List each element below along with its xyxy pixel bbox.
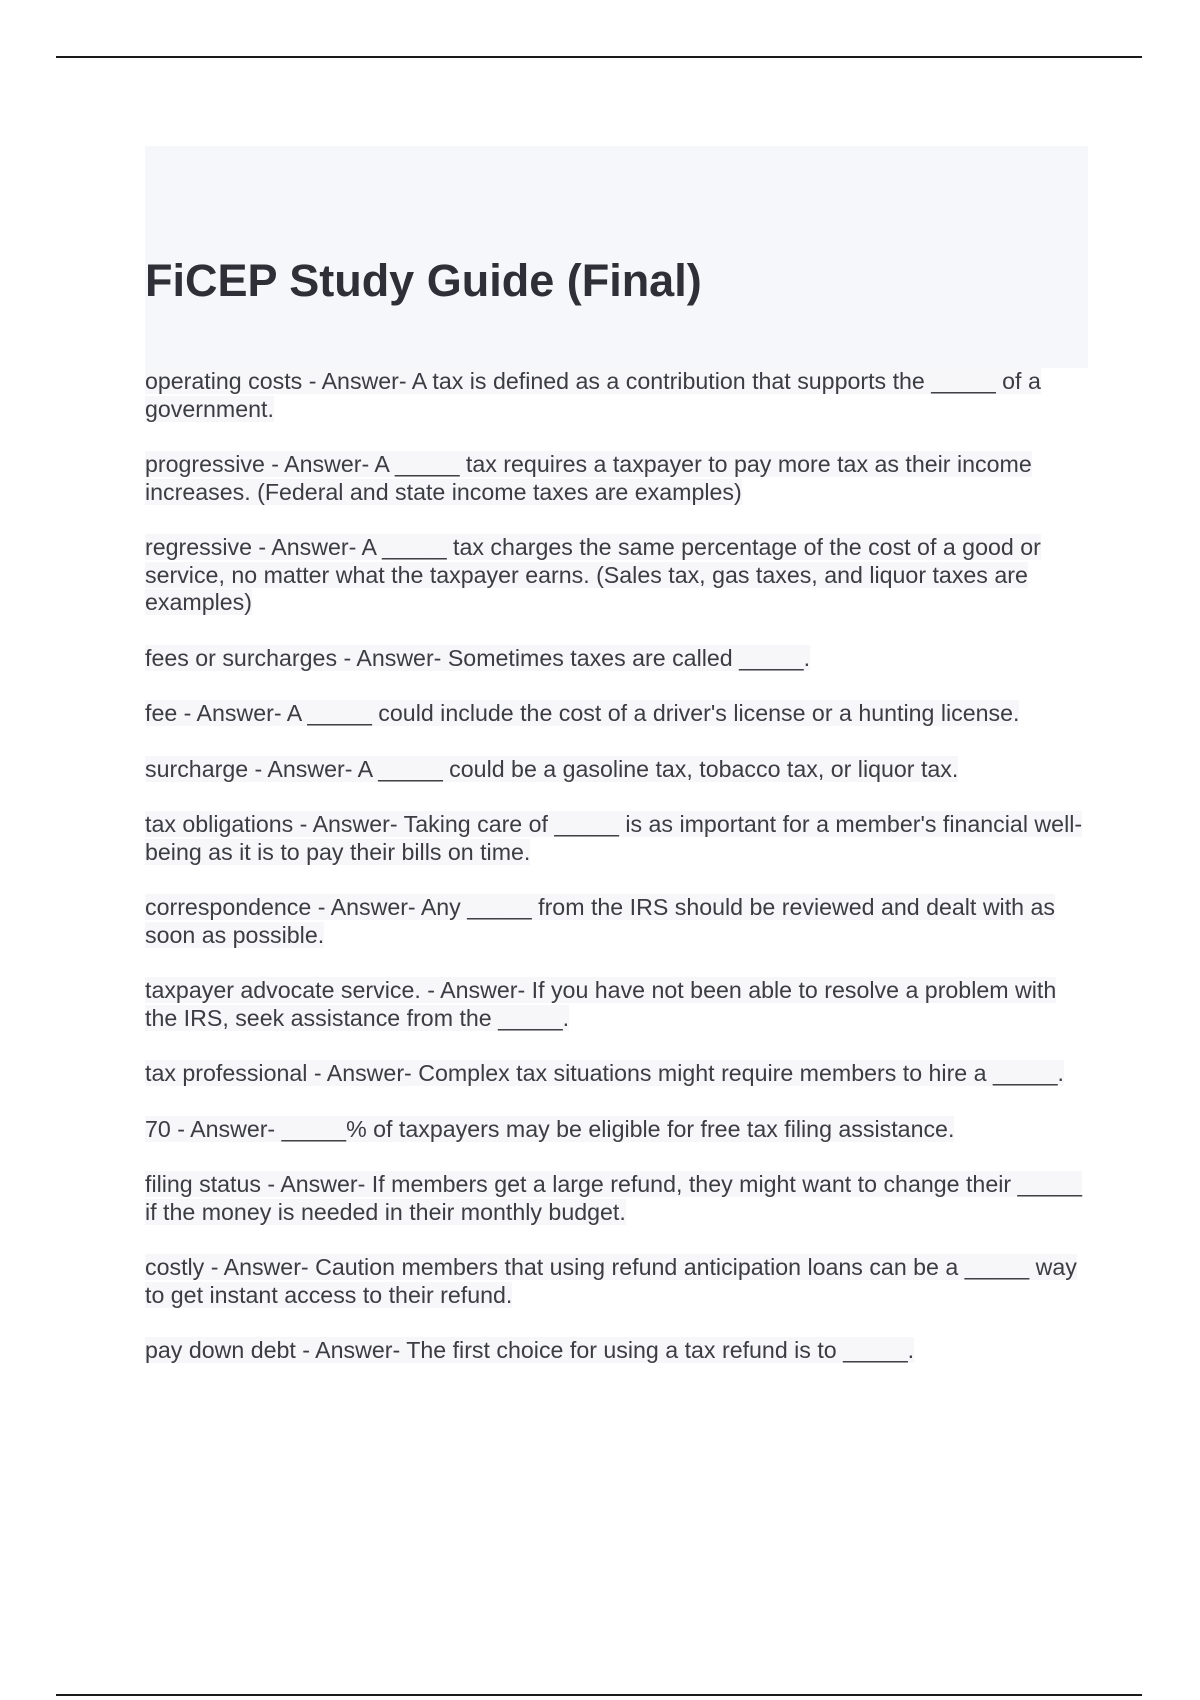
qa-item: [145, 1337, 1090, 1365]
qa-item: [145, 645, 1090, 673]
qa-item: [145, 1116, 1090, 1144]
qa-item-text: tax professional - Answer- Complex tax situations might require members to hire a _____.: [145, 1060, 1064, 1086]
qa-item-text: regressive - Answer- A _____ tax charges the same percentage of the cost of a good or service, no matter what the taxpayer earns. (Sales tax, gas taxes, and liquor taxes are examples): [145, 534, 1041, 615]
qa-item-text: 70 - Answer- _____% of taxpayers may be eligible for free tax filing assistance.: [145, 1115, 955, 1142]
qa-item: [145, 1171, 1090, 1226]
qa-item-text: filing status - Answer- If members get a large refund, they might want to change their _____ if the money is needed in their monthly budget.: [145, 1171, 1083, 1225]
qa-item-text: fees or surcharges - Answer- Sometimes taxes are called _____.: [145, 644, 811, 671]
qa-item: [145, 534, 1090, 617]
qa-item: [145, 700, 1090, 728]
qa-item: [145, 368, 1090, 423]
qa-item: [145, 1060, 1090, 1088]
qa-item-text: costly - Answer- Caution members that using refund anticipation loans can be a _____ way to get instant access to their refund.: [145, 1254, 1077, 1308]
qa-item-text: correspondence - Answer- Any _____ from the IRS should be reviewed and dealt with as soon as possible.: [145, 894, 1055, 948]
bottom-rule: [56, 1694, 1142, 1696]
document-title: FiCEP Study Guide (Final): [145, 255, 702, 306]
qa-item-text: operating costs - Answer- A tax is defined as a contribution that supports the _____ of a government.: [145, 368, 1041, 422]
qa-item-text: surcharge - Answer- A _____ could be a gasoline tax, tobacco tax, or liquor tax.: [145, 755, 959, 782]
qa-list: [145, 368, 1090, 1393]
qa-item-text: pay down debt - Answer- The first choice for using a tax refund is to _____.: [145, 1337, 915, 1363]
top-rule: [56, 56, 1142, 58]
qa-item-text: tax obligations - Answer- Taking care of _____ is as important for a member's financial well-being as it is to pay their bills on time.: [145, 811, 1083, 865]
qa-item-text: progressive - Answer- A _____ tax requires a taxpayer to pay more tax as their income increases. (Federal and state income taxes are examples): [145, 451, 1032, 505]
qa-item: [145, 894, 1090, 949]
qa-item: [145, 1254, 1090, 1309]
qa-item-text: fee - Answer- A _____ could include the cost of a driver's license or a hunting license.: [145, 700, 1020, 726]
qa-item: [145, 451, 1090, 506]
qa-item-text: taxpayer advocate service. - Answer- If you have not been able to resolve a problem with the IRS, seek assistance from the _____.: [145, 977, 1057, 1031]
qa-item: [145, 977, 1090, 1032]
qa-item: [145, 811, 1090, 866]
qa-item: [145, 756, 1090, 784]
